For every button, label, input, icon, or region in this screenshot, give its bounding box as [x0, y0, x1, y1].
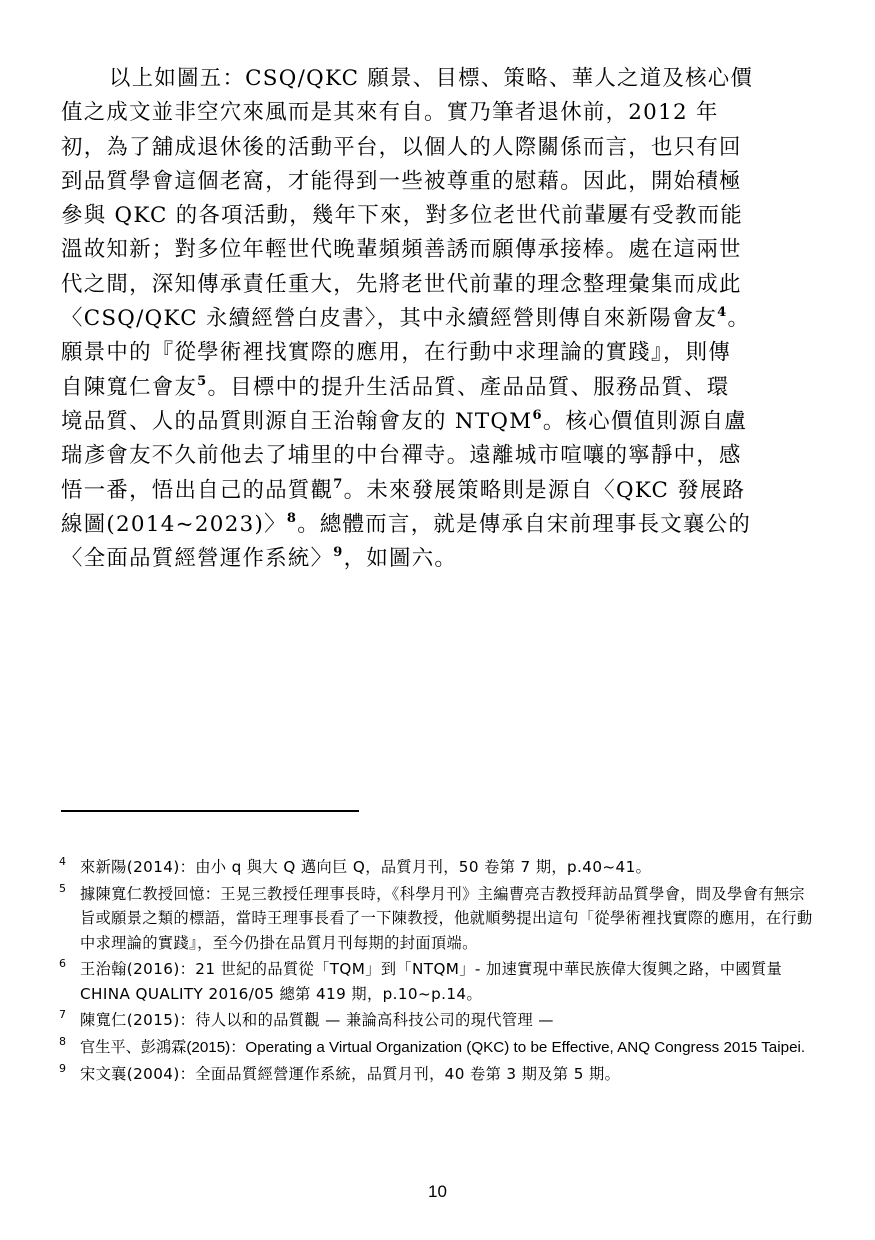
footnote-ref-4[interactable]: 4	[717, 305, 728, 321]
footnote-number: 7	[59, 1008, 67, 1021]
body-line	[61, 371, 813, 405]
body-line: 瑞彥會友不久前他去了埔里的中台禪寺。遠離城市喧嚷的寧靜中，感	[61, 443, 742, 469]
body-text-span: 線圖(2014~2023)〉	[61, 511, 287, 537]
body-line	[61, 474, 813, 508]
body-text-span: 自陳寬仁會友	[61, 374, 198, 400]
footnote-divider	[61, 810, 359, 812]
body-line	[61, 302, 813, 336]
body-line: 溫故知新；對多位年輕世代晚輩頻頻善誘而願傳承接棒。處在這兩世	[61, 237, 742, 263]
page-number: 10	[428, 1182, 447, 1201]
footnote-5	[57, 882, 813, 956]
footnote-number: 4	[59, 855, 67, 868]
body-line: 願景中的『從學術裡找實際的應用，在行動中求理論的實踐』，則傳	[61, 340, 732, 366]
footnote-text: 陳寬仁(2015)：待人以和的品質觀 — 兼論高科技公司的現代管理 —	[80, 1011, 554, 1029]
body-line: 到品質學會這個老窩，才能得到一些被尊重的慰藉。因此，開始積極	[61, 168, 742, 194]
body-line	[61, 405, 813, 439]
body-text-span: 〈全面品質經營運作系統〉	[61, 546, 334, 572]
body-line: 初，為了舖成退休後的活動平台，以個人的人際關係而言，也只有回	[61, 134, 742, 160]
footnote-4	[57, 855, 813, 880]
footnote-number: 9	[59, 1062, 67, 1075]
body-line: 以上如圖五：CSQ/QKC 願景、目標、策略、華人之道及核心價	[109, 66, 754, 91]
footnote-text: 王治翰(2016)：21 世紀的品質從「TQM」到「NTQM」- 加速實現中華民族偉大復興之路，中國質量 CHINA QUALITY 2016/05 總第 419 期，p.10~p.14。	[80, 960, 783, 1003]
body-text-span: 。核心價值則源自盧	[542, 408, 748, 434]
body-text-span: 。總體而言，就是傳承自宋前理事長文襄公的	[297, 511, 752, 537]
footnote-ref-8[interactable]: 8	[286, 510, 298, 526]
footnote-8	[57, 1035, 813, 1061]
footnote-number: 5	[59, 881, 67, 895]
footnote-text: 宋文襄(2004)：全面品質經營運作系統，品質月刊，40 卷第 3 期及第 5 期。	[80, 1065, 621, 1083]
footnote-ref-9[interactable]: 9	[333, 545, 344, 561]
footnotes	[57, 855, 813, 1089]
footnote-ref-6[interactable]: 6	[532, 407, 543, 423]
body-text-span: ，如圖六。	[343, 546, 458, 572]
footnote-text: 據陳寬仁教授回憶：王晃三教授任理事長時，《科學月刊》主編曹亮吉教授拜訪品質學會，問及學會有無宗旨或願景之類的標語，當時王理事長看了一下陳教授，他就順勢提出這句「從學術裡找實際的應用，在行動中求理論的實踐』，至今仍掛在品質月刊每期的封面頂端。	[80, 884, 813, 952]
footnote-9	[57, 1062, 813, 1087]
body-text-span: 。	[727, 306, 751, 332]
footnote-number: 8	[59, 1034, 67, 1048]
body-line	[61, 508, 813, 542]
footnote-number: 6	[59, 957, 67, 970]
body-text-span: 。未來發展策略則是源自〈QKC 發展路	[343, 477, 746, 503]
body-text-span: 境品質、人的品質則源自王治翰會友的 NTQM	[61, 408, 533, 434]
footnote-text: 來新陽(2014)：由小 q 與大 Q 邁向巨 Q，品質月刊，50 卷第 7 期，p.40~41。	[80, 858, 652, 876]
body-line: 參與 QKC 的各項活動，幾年下來，對多位老世代前輩屢有受教而能	[61, 203, 744, 229]
footnote-6	[57, 957, 813, 1006]
footnote-ref-7[interactable]: 7	[333, 476, 344, 492]
body-paragraph	[61, 62, 813, 576]
body-text-span: 。目標中的提升生活品質、產品品質、服務品質、環	[207, 374, 730, 400]
body-text-span: 〈CSQ/QKC 永續經營白皮書〉，其中永續經營則傳自來新陽會友	[61, 306, 718, 332]
body-line: 值之成文並非空穴來風而是其來有自。實乃筆者退休前，2012 年	[61, 100, 719, 126]
footnote-ref-5[interactable]: 5	[197, 373, 208, 389]
footnote-7	[57, 1008, 813, 1033]
body-text-span: 悟一番，悟出自己的品質觀	[61, 477, 334, 503]
body-line: 代之間，深知傳承責任重大，先將老世代前輩的理念整理彙集而成此	[61, 271, 742, 297]
body-line	[61, 542, 813, 576]
footnote-text: 官生平、彭鴻霖(2015)：Operating a Virtual Organization (QKC) to be Effective, ANQ Congress 2015 Taipei.	[80, 1038, 806, 1056]
